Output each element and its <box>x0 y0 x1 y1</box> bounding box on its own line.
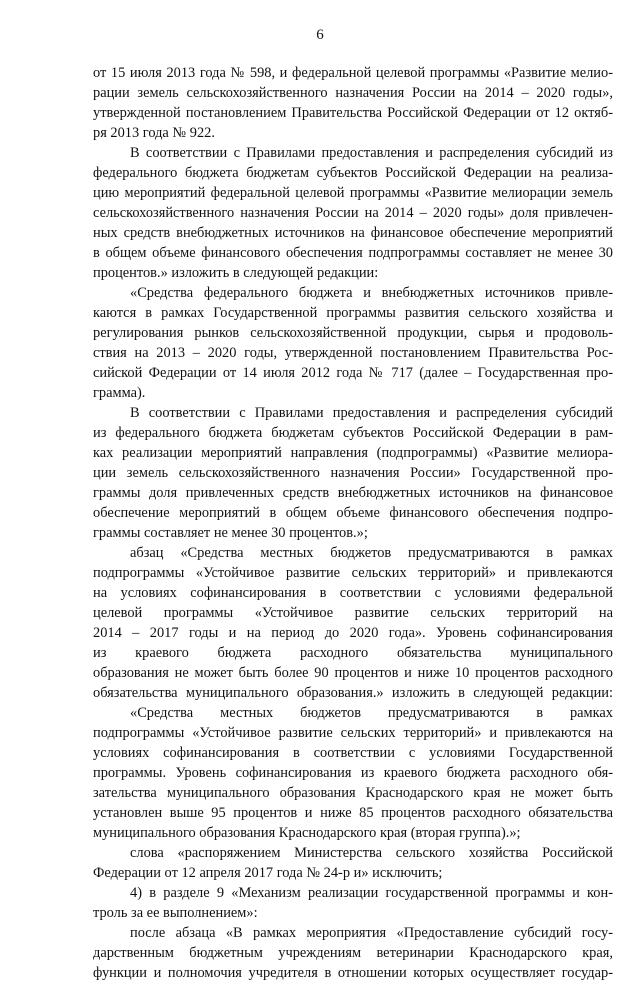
text-line: слова «распоряжением Министерства сельского хозяйства Российской <box>130 845 613 861</box>
text-line: функции и полномочия учредителя в отношении которых осуществляет государ- <box>93 965 613 981</box>
text-line: В соответствии с Правилами предоставления и распределения субсидий <box>130 405 613 421</box>
document-body <box>93 63 613 983</box>
text-line: от 15 июля 2013 года № 598, и федеральной целевой программы «Развитие мелио- <box>93 65 613 81</box>
text-line: подпрограммы «Устойчивое развитие сельских территорий» и привлекаются на <box>93 725 613 741</box>
text-line: образования не может быть более 90 процентов и ниже 10 процентов расходного <box>93 665 613 681</box>
text-line: после абзаца «В рамках мероприятия «Предоставление субсидий госу- <box>130 925 613 941</box>
text-line: 4) в разделе 9 «Механизм реализации государственной программы и кон- <box>130 885 613 901</box>
text-line: программы. Уровень софинансирования из краевого бюджета расходного обя- <box>93 765 613 781</box>
text-line: граммы составляет не менее 30 процентов.»; <box>93 525 368 541</box>
text-line: зательства муниципального образования Краснодарского края не может быть <box>93 785 613 801</box>
text-line: граммы доля привлеченных средств внебюджетных источников на финансовое <box>93 485 613 501</box>
text-line: «Средства местных бюджетов предусматриваются в рамках <box>130 705 613 721</box>
text-line: сийской Федерации от 14 июля 2012 года № 717 (далее – Государственная про- <box>93 365 613 381</box>
text-line: ках реализации мероприятий направления (подпрограммы) «Развитие мелиора- <box>93 445 613 461</box>
text-line: каются в рамках Государственной программы развития сельского хозяйства и <box>93 305 613 321</box>
text-line: «Средства федерального бюджета и внебюджетных источников привле- <box>130 285 613 301</box>
text-line: муниципального образования Краснодарского края (вторая группа).»; <box>93 825 521 841</box>
text-line: рации земель сельскохозяйственного назначения России на 2014 – 2020 годы», <box>93 85 613 101</box>
text-line: установлен выше 95 процентов и ниже 85 процентов расходного обязательства <box>93 805 613 821</box>
text-line: грамма). <box>93 385 146 401</box>
text-line: цию мероприятий федеральной целевой программы «Развитие мелиорации земель <box>93 185 613 201</box>
text-line: троль за ее выполнением»: <box>93 905 258 921</box>
text-line: целевой программы «Устойчивое развитие сельских территорий на <box>93 605 613 621</box>
text-line: регулирования рынков сельскохозяйственной продукции, сырья и продоволь- <box>93 325 613 341</box>
page-number: 6 <box>316 27 324 43</box>
text-line: ствия на 2013 – 2020 годы, утвержденной постановлением Правительства Рос- <box>93 345 613 361</box>
text-line: из краевого бюджета расходного обязательства муниципального <box>93 645 613 661</box>
text-line: федерального бюджета бюджетам субъектов Российской Федерации на реализа- <box>93 165 613 181</box>
text-line: из федерального бюджета бюджетам субъектов Российской Федерации в рам- <box>93 425 613 441</box>
text-line: сельскохозяйственного назначения России на 2014 – 2020 годы» доля привлечен- <box>93 205 613 221</box>
text-line: абзац «Средства местных бюджетов предусматриваются в рамках <box>130 545 613 561</box>
text-line: процентов.» изложить в следующей редакции: <box>93 265 379 281</box>
text-line: ных средств внебюджетных источников на финансовое обеспечение мероприятий <box>93 225 613 241</box>
text-line: обязательства муниципального образования.» изложить в следующей редакции: <box>93 685 613 701</box>
text-line: В соответствии с Правилами предоставления и распределения субсидий из <box>130 145 613 161</box>
text-line: Федерации от 12 апреля 2017 года № 24-р и» исключить; <box>93 865 443 881</box>
text-line: ции земель сельскохозяйственного назначения России» Государственной про- <box>93 465 613 481</box>
text-line: утвержденной постановлением Правительства Российской Федерации от 12 октяб- <box>93 105 613 121</box>
text-line: условиях софинансирования в соответствии с условиями Государственной <box>93 745 613 761</box>
text-line: в общем объеме финансового обеспечения подпрограммы составляет не менее 30 <box>93 245 613 261</box>
text-line: 2014 – 2017 годы и на период до 2020 года». Уровень софинансирования <box>93 625 613 641</box>
text-line: обеспечение мероприятий в общем объеме финансового обеспечения подпро- <box>93 505 613 521</box>
text-line: на условиях софинансирования в соответствии с условиями федеральной <box>93 585 613 601</box>
text-line: ря 2013 года № 922. <box>93 125 215 141</box>
text-line: дарственным бюджетным учреждениям ветеринарии Краснодарского края, <box>93 945 613 961</box>
text-line: подпрограммы «Устойчивое развитие сельских территорий» и привлекаются <box>93 565 613 581</box>
